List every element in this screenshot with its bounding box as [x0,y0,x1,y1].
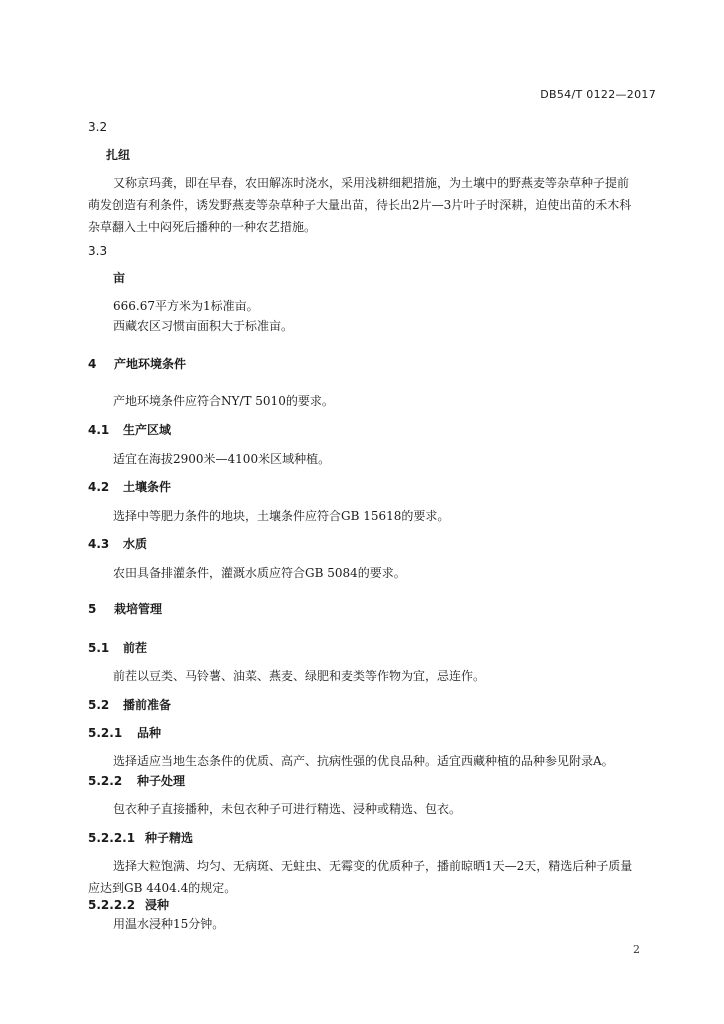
section-title: 种子处理 [137,774,186,788]
section-title: 品种 [137,726,162,740]
section-heading-5 [88,601,162,617]
paragraph: 用温水浸种15分钟。 [113,917,225,931]
section-heading-5-2-2-1 [88,830,193,846]
paragraph: 包衣种子直接播种，未包衣种子可进行精选、浸种或精选、包衣。 [113,802,462,816]
definition-line: 666.67平方米为1标准亩。 [113,299,259,313]
page-number: 2 [633,943,640,956]
section-number: 4.1 [88,423,110,437]
paragraph-line: 应达到GB 4404.4的规定。 [88,881,237,895]
section-title: 播前准备 [123,698,172,712]
definition-line: 杂草翻入土中闷死后播种的一种农艺措施。 [88,220,317,234]
section-heading-5-2-2 [88,773,185,789]
definition-line: 萌发创造有利条件，诱发野燕麦等杂草种子大量出苗，待长出2片—3片叶子时深耕，迫使出苗的禾木科 [88,198,632,212]
section-title: 产地环境条件 [114,357,187,371]
section-number: 5.1 [88,641,110,655]
section-heading-4-2 [88,479,171,495]
paragraph: 产地环境条件应符合NY/T 5010的要求。 [113,394,334,408]
section-number: 5.2 [88,698,110,712]
paragraph: 选择适应当地生态条件的优质、高产、抗病性强的优良品种。适宜西藏种植的品种参见附录A。 [113,754,614,768]
section-title: 前茬 [123,641,148,655]
definition-line: 西藏农区习惯亩面积大于标准亩。 [113,319,294,333]
section-number: 4.3 [88,537,110,551]
section-title: 浸种 [145,898,170,912]
paragraph: 前茬以豆类、马铃薯、油菜、燕麦、绿肥和麦类等作物为宜，忌连作。 [113,669,486,683]
paragraph: 选择中等肥力条件的地块，土壤条件应符合GB 15618的要求。 [113,509,450,523]
section-heading-5-2 [88,697,171,713]
term-mu: 亩 [113,271,126,285]
section-heading-5-2-2-2 [88,897,169,913]
section-number: 5.2.2 [88,774,123,788]
section-number: 4.2 [88,480,110,494]
paragraph: 适宜在海拔2900米—4100米区域种植。 [113,452,331,466]
definition-line: 又称京玛龚，即在早春，农田解冻时浇水，采用浅耕细耙措施，为土壤中的野燕麦等杂草种子提前 [113,176,630,190]
section-heading-4 [88,356,186,372]
section-heading-5-1 [88,640,147,656]
section-number: 4 [88,357,97,371]
section-heading-4-3 [88,536,147,552]
section-number: 5.2.2.1 [88,831,136,845]
document-code: DB54/T 0122—2017 [540,88,656,101]
section-title: 水质 [123,537,148,551]
section-title: 栽培管理 [114,602,163,616]
paragraph: 农田具备排灌条件，灌溉水质应符合GB 5084的要求。 [113,566,406,580]
clause-number-3-2: 3.2 [88,120,108,134]
section-title: 土壤条件 [123,480,172,494]
section-number: 5.2.2.2 [88,898,136,912]
section-number: 5.2.1 [88,726,123,740]
section-title: 生产区域 [123,423,172,437]
section-heading-5-2-1 [88,725,161,741]
term-zaniu: 扎纽 [106,148,131,162]
section-number: 5 [88,602,97,616]
paragraph-line: 选择大粒饱满、均匀、无病斑、无蛀虫、无霉变的优质种子，播前晾晒1天—2天，精选后种子质量 [113,859,633,873]
section-heading-4-1 [88,422,171,438]
clause-number-3-3: 3.3 [88,244,108,258]
section-title: 种子精选 [145,831,194,845]
